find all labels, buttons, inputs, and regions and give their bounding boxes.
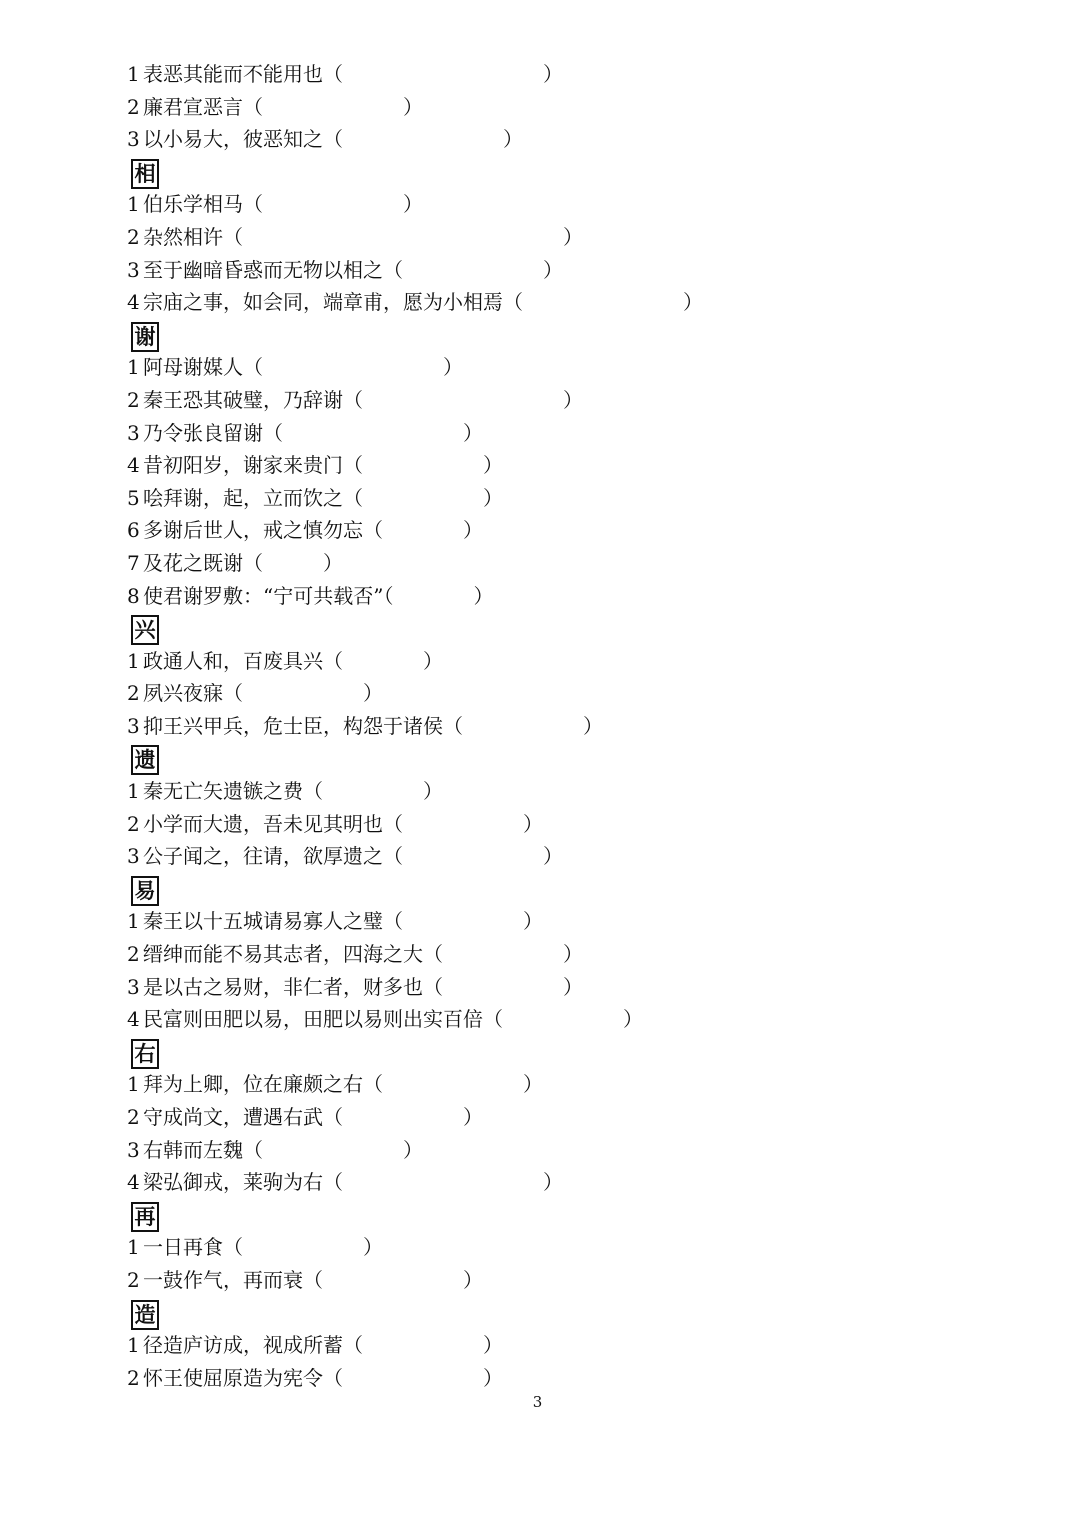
item-number: 3 <box>127 127 140 152</box>
exercise-line <box>127 91 1027 124</box>
item-number: 1 <box>127 62 140 86</box>
item-number: 4 <box>127 290 140 315</box>
sentence-text: 是以古之易财，非仁者，财多也（ <box>143 974 443 999</box>
closing-paren: ） <box>463 1267 483 1292</box>
item-number: 6 <box>127 518 140 543</box>
exercise-line <box>127 775 1027 808</box>
heading-character-box: 易 <box>131 876 159 906</box>
exercise-line <box>127 514 1027 547</box>
exercise-line <box>127 286 1027 319</box>
exercise-line <box>127 58 1027 91</box>
character-heading <box>127 1036 1027 1069</box>
closing-paren: ） <box>523 909 543 934</box>
closing-paren: ） <box>483 1333 503 1358</box>
sentence-text: 夙兴夜寐（ <box>143 681 243 706</box>
exercise-line <box>127 1134 1027 1167</box>
heading-character-box: 兴 <box>131 615 159 645</box>
sentence-text: 公子闻之，往请，欲厚遗之（ <box>143 844 403 869</box>
exercise-line <box>127 1264 1027 1297</box>
exercise-line <box>127 938 1027 971</box>
exercise-line <box>127 677 1027 710</box>
sentence-text: 缙绅而能不易其志者，四海之大（ <box>143 942 443 967</box>
document-body <box>127 58 1027 1394</box>
sentence-text: 梁弘御戎，莱驹为右（ <box>143 1170 343 1195</box>
closing-paren: ） <box>473 583 494 608</box>
sentence-text: 政通人和，百废具兴（ <box>143 648 343 673</box>
heading-character-box: 相 <box>131 159 159 189</box>
character-heading <box>127 1297 1027 1330</box>
exercise-line <box>127 1329 1027 1362</box>
exercise-line <box>127 905 1027 938</box>
item-number: 5 <box>127 485 140 510</box>
sentence-text: 乃令张良留谢（ <box>143 420 283 445</box>
sentence-text: 小学而大遗，吾未见其明也（ <box>143 811 403 836</box>
sentence-text: 伯乐学相马（ <box>143 192 263 217</box>
exercise-line <box>127 351 1027 384</box>
exercise-line <box>127 1362 1027 1395</box>
closing-paren: ） <box>563 387 583 412</box>
item-number: 2 <box>127 224 140 249</box>
character-heading <box>127 873 1027 906</box>
item-number: 1 <box>127 909 140 934</box>
closing-paren: ） <box>423 648 443 673</box>
closing-paren: ） <box>563 224 583 249</box>
sentence-text: 怀王使屈原造为宪令（ <box>143 1365 343 1390</box>
item-number: 2 <box>127 387 140 412</box>
exercise-line <box>127 449 1027 482</box>
item-number: 1 <box>127 1333 140 1358</box>
item-number: 3 <box>127 420 140 445</box>
heading-character-box: 再 <box>131 1202 159 1232</box>
exercise-line <box>127 417 1027 450</box>
closing-paren: ） <box>403 1137 423 1162</box>
sentence-text: 及花之既谢（ <box>143 550 263 575</box>
item-number: 1 <box>127 192 140 217</box>
heading-character-box: 谢 <box>131 322 159 352</box>
sentence-text: 径造庐访成，视成所蓄（ <box>143 1333 363 1358</box>
heading-character-box: 遗 <box>131 745 159 775</box>
closing-paren: ） <box>463 420 483 445</box>
closing-paren: ） <box>363 1235 383 1260</box>
sentence-text: 阿母谢媒人（ <box>143 355 263 380</box>
closing-paren: ） <box>443 355 463 380</box>
item-number: 4 <box>127 1170 140 1195</box>
character-heading <box>127 612 1027 645</box>
character-heading <box>127 1199 1027 1232</box>
closing-paren: ） <box>463 1105 483 1129</box>
item-number: 1 <box>127 1072 140 1097</box>
heading-character-box: 右 <box>131 1039 159 1069</box>
exercise-line <box>127 710 1027 743</box>
closing-paren: ） <box>403 94 423 119</box>
exercise-line <box>127 645 1027 678</box>
character-heading <box>127 742 1027 775</box>
sentence-text: 守成尚文，遭遇右武（ <box>143 1105 343 1129</box>
closing-paren: ） <box>543 844 563 869</box>
closing-paren: ） <box>483 453 503 478</box>
exercise-line <box>127 1101 1027 1134</box>
item-number: 2 <box>127 1105 140 1129</box>
sentence-text: 秦王以十五城请易寡人之璧（ <box>143 909 403 934</box>
sentence-text: 民富则田肥以易，田肥以易则出实百倍（ <box>143 1007 503 1032</box>
closing-paren: ） <box>563 974 583 999</box>
page-number: 3 <box>532 1393 543 1411</box>
exercise-line <box>127 840 1027 873</box>
sentence-text: 昔初阳岁，谢家来贵门（ <box>143 453 363 478</box>
exercise-line <box>127 971 1027 1004</box>
exercise-line <box>127 123 1027 156</box>
sentence-text: 廉君宣恶言（ <box>143 94 263 119</box>
exercise-line <box>127 1231 1027 1264</box>
closing-paren: ） <box>483 485 503 510</box>
closing-paren: ） <box>423 779 443 804</box>
item-number: 3 <box>127 257 140 282</box>
closing-paren: ） <box>463 518 483 543</box>
sentence-text: 右韩而左魏（ <box>143 1137 263 1162</box>
item-number: 2 <box>127 942 140 967</box>
item-number: 2 <box>127 1365 140 1390</box>
exercise-line <box>127 1003 1027 1036</box>
closing-paren: ） <box>483 1365 503 1390</box>
sentence-text: 表恶其能而不能用也（ <box>143 62 343 86</box>
exercise-line <box>127 580 1027 613</box>
item-number: 3 <box>127 713 140 738</box>
exercise-line <box>127 808 1027 841</box>
exercise-line <box>127 254 1027 287</box>
item-number: 1 <box>127 648 140 673</box>
character-heading <box>127 156 1027 189</box>
sentence-text: 多谢后世人，戒之慎勿忘（ <box>143 518 383 543</box>
sentence-text: 拜为上卿，位在廉颇之右（ <box>143 1072 383 1097</box>
sentence-text: 以小易大，彼恶知之（ <box>143 127 343 152</box>
closing-paren: ） <box>403 192 423 217</box>
item-number: 3 <box>127 844 140 869</box>
sentence-text: 秦王恐其破璧，乃辞谢（ <box>143 387 363 412</box>
closing-paren: ） <box>543 1170 563 1195</box>
exercise-line <box>127 1166 1027 1199</box>
closing-paren: ） <box>543 62 563 86</box>
item-number: 1 <box>127 1235 140 1260</box>
character-heading <box>127 319 1027 352</box>
closing-paren: ） <box>623 1007 643 1032</box>
closing-paren: ） <box>363 681 383 706</box>
sentence-text: 至于幽暗昏惑而无物以相之（ <box>143 257 403 282</box>
item-number: 8 <box>127 583 140 608</box>
closing-paren: ） <box>543 257 563 282</box>
exercise-line <box>127 547 1027 580</box>
exercise-line <box>127 221 1027 254</box>
item-number: 2 <box>127 1267 140 1292</box>
item-number: 3 <box>127 1137 140 1162</box>
sentence-text: 哙拜谢，起，立而饮之（ <box>143 485 363 510</box>
exercise-line <box>127 384 1027 417</box>
item-number: 4 <box>127 1007 140 1032</box>
item-number: 7 <box>127 550 140 575</box>
sentence-text: 秦无亡矢遗镞之费（ <box>143 779 323 804</box>
closing-paren: ） <box>503 127 523 152</box>
sentence-text: 一日再食（ <box>143 1235 243 1260</box>
sentence-text: 抑王兴甲兵，危士臣，构怨于诸侯（ <box>143 713 463 738</box>
item-number: 1 <box>127 355 140 380</box>
item-number: 1 <box>127 779 140 804</box>
exercise-line <box>127 188 1027 221</box>
exercise-line <box>127 1068 1027 1101</box>
exercise-line <box>127 482 1027 515</box>
sentence-text: 一鼓作气，再而衰（ <box>143 1267 323 1292</box>
heading-character-box: 造 <box>131 1300 159 1330</box>
item-number: 4 <box>127 453 140 478</box>
item-number: 3 <box>127 974 140 999</box>
closing-paren: ） <box>523 1072 543 1097</box>
closing-paren: ） <box>563 942 583 967</box>
item-number: 2 <box>127 681 140 706</box>
sentence-text: 使君谢罗敷：“宁可共载否”（ <box>143 583 394 608</box>
closing-paren: ） <box>683 290 703 315</box>
sentence-text: 杂然相许（ <box>143 224 243 249</box>
closing-paren: ） <box>523 811 543 836</box>
closing-paren: ） <box>583 713 603 738</box>
item-number: 2 <box>127 811 140 836</box>
closing-paren: ） <box>323 550 343 575</box>
sentence-text: 宗庙之事，如会同，端章甫，愿为小相焉（ <box>143 290 523 315</box>
item-number: 2 <box>127 94 140 119</box>
